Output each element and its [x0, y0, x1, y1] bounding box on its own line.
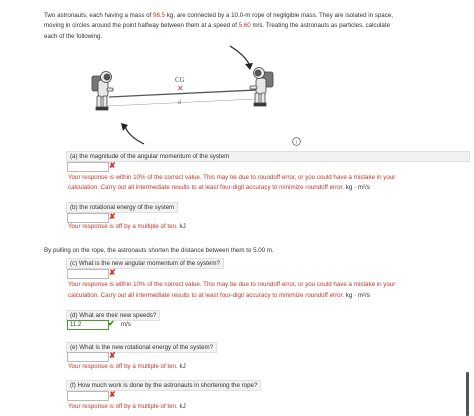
speed-value: 5.60 [238, 22, 251, 30]
feedback-a-line-2: calculation. Carry out all intermediate results to at least four-digit accuracy to minimize roundoff error. kg · m²/s [68, 184, 370, 191]
mass-value: 96.5 [153, 12, 166, 19]
wrong-icon: ✘ [109, 212, 116, 221]
svg-text:i: i [295, 139, 298, 146]
question-f: (f) How much work is done by the astronauts in shortening the rope? [66, 380, 261, 391]
feedback-b: Your response is off by a multiple of ten. kJ [68, 223, 186, 230]
cg-marker-icon: ✕ [177, 84, 184, 93]
wrong-icon: ✘ [109, 390, 116, 399]
rotation-arrow-top [230, 46, 250, 66]
answer-f-input[interactable] [67, 391, 109, 401]
answer-c-input[interactable] [67, 269, 109, 279]
d-label: d [178, 100, 181, 106]
feedback-c-line-1: Your response is within 10% of the correct value. This may be due to roundoff error, or you could have a mistake in your [68, 281, 396, 288]
right-astronaut [250, 68, 273, 107]
answer-a-input[interactable] [67, 162, 109, 172]
feedback-c-line-2: calculation. Carry out all intermediate results to at least four-digit accuracy to minimize roundoff error. kg · m²/s [68, 292, 370, 299]
feedback-e: Your response is off by a multiple of ten. kJ [68, 363, 186, 370]
astronauts-figure [80, 40, 292, 152]
wrong-icon: ✘ [109, 351, 116, 360]
feedback-a-line-1: Your response is within 10% of the correct value. This may be due to roundoff error, or you could have a mistake in your [68, 174, 396, 181]
intro-line-2: moving in circles around the point halfway between them at a speed of 5.60 m/s. Treating the astronauts as particles, calculate [44, 22, 391, 30]
question-c: (c) What is the new angular momentum of the system? [66, 258, 224, 269]
unit-d: m/s [121, 321, 131, 328]
check-icon: ✔ [108, 319, 115, 328]
rotation-arrowhead-top [245, 63, 253, 70]
question-d: (d) What are their new speeds? [66, 310, 160, 321]
question-e: (e) What is the new rotational energy of the system? [66, 342, 217, 353]
left-astronaut [92, 72, 113, 111]
dimension-line [108, 99, 256, 106]
question-b: (b) the rotational energy of the system [66, 202, 178, 213]
answer-d-input[interactable] [67, 320, 109, 330]
intro-line-3: each of the following. [44, 32, 103, 40]
intro-line-1: Two astronauts, each having a mass of 96.5 kg, are connected by a 10.0-m rope of negligible mass. They are isolated in space, [44, 12, 394, 19]
unit-e: kJ [179, 363, 186, 370]
shorten-statement: By pulling on the rope, the astronauts shorten the distance between them to 5.00 m. [44, 247, 274, 254]
unit-c: kg · m²/s [345, 292, 370, 299]
problem-statement [44, 11, 456, 42]
info-icon[interactable] [292, 137, 301, 146]
rotation-arrow-bottom [125, 126, 144, 144]
unit-f: kJ [179, 403, 186, 410]
wrong-icon: ✘ [109, 161, 116, 170]
unit-a: kg · m²/s [345, 184, 370, 191]
unit-b: kJ [179, 223, 186, 230]
question-a: (a) the magnitude of the angular momentum of the system [66, 151, 470, 162]
scrollbar[interactable] [466, 372, 469, 416]
wrong-icon: ✘ [109, 268, 116, 277]
answer-e-input[interactable] [67, 352, 109, 362]
cg-label: CG [175, 76, 185, 84]
feedback-f: Your response is off by a multiple of ten. kJ [68, 403, 186, 410]
